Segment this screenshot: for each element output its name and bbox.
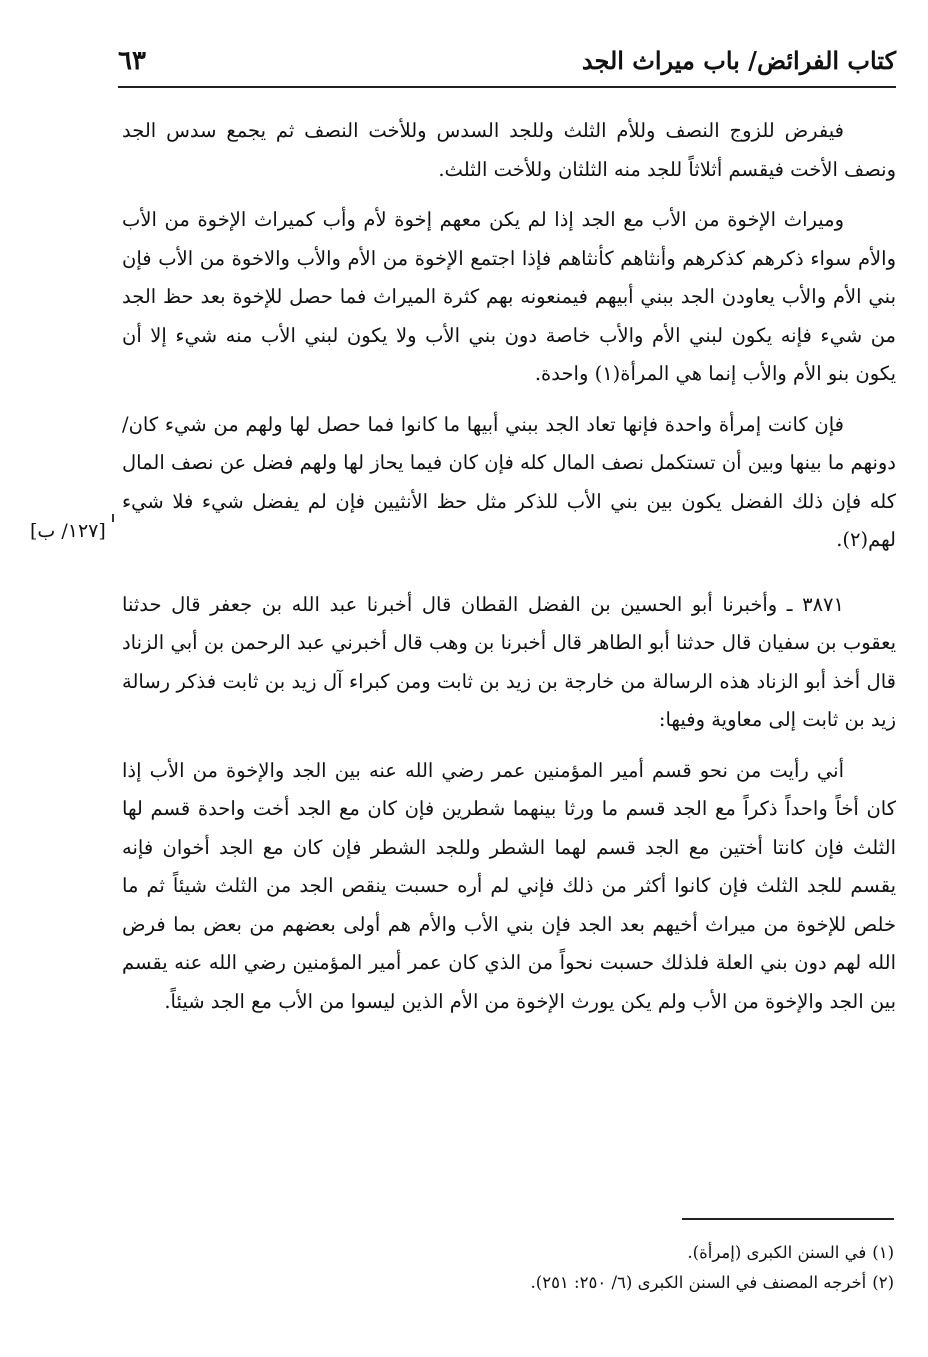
paragraph: فيفرض للزوج النصف وللأم الثلث وللجد السدس وللأخت النصف ثم يجمع سدس الجد ونصف الأخت فيقسم أثلاثاً للجد منه الثلثان وللأخت الثلث. [122,119,896,181]
page-header [118,40,896,88]
paragraph: أني رأيت من نحو قسم أمير المؤمنين عمر رضي الله عنه بين الجد والإخوة من الأب إذا كان أخاً واحداً ذكراً مع الجد قسم ما ورثا بينهما شطرين فإن كان مع الجد أخت واحدة قسم لها الثلث فإن كانتا أختين مع الجد قسم لهما الشطر وللجد الشطر فإن كان مع الجد أخوان فإنه يقسم للجد الثلث فإن كانوا أكثر من ذلك فإني لم أره حسبت ينقص الجد من الثلث شيئاً ثم ما خلص للإخوة من ميراث أخيهم بعد الجد فإن بني الأب والأم هم أولى بعضهم من بعض بما فرض الله لهم دون بني العلة فلذلك حسبت نحواً من الذي كان عمر أمير المؤمنين رضي الله عنه يقسم بين الجد والإخوة من الأب ولم يكن يورث الإخوة من الأم الذين ليسوا من الأب مع الجد شيئاً. [122,758,896,1013]
paragraph: وميراث الإخوة من الأب مع الجد إذا لم يكن معهم إخوة لأم وأب كميراث الإخوة من الأب والأم سواء ذكرهم كذكرهم وأنثاهم كأنثاهم فإذا اجتمع الإخوة من الأم والأب والاخوة من الأب فإن بني الأم والأب يعاودن الجد ببني أبيهم فيمنعونه بهم كثرة الميراث فما حصل للإخوة بعد حظ الجد من شيء فإنه يكون لبني الأم والأب خاصة دون بني الأب ولا يكون لبني الأب منه شيء إلا أن يكون بنو الأم والأب إنما هي المرأة(١) واحدة. [122,208,896,385]
page-number: ٦٣ [118,46,146,76]
hadith-paragraph: ٣٨٧١ ـ وأخبرنا أبو الحسين بن الفضل القطان قال أخبرنا عبد الله بن جعفر قال حدثنا يعقوب بن سفيان قال حدثنا أبو الطاهر قال أخبرنا بن وهب قال أخبرني عبد الرحمن بن أبي الزناد قال أخذ أبو الزناد هذه الرسالة من خارجة بن زيد بن ثابت ومن كبراء آل زيد بن ثابت فذكر رسالة زيد بن ثابت إلى معاوية وفيها: [122,592,896,731]
footnote-number: (١) [872,1243,894,1262]
header-divider [118,86,896,88]
paragraph: فإن كانت إمرأة واحدة فإنها تعاد الجد ببني أبيها ما كانوا فما حصل لها ولهم من شيء كان/ دونهم ما بينها وبين أن تستكمل نصف المال كله فإن كان فيما يحاز لها ولهم فضل عن نصف المال كله فإن ذلك الفضل يكون بين بني الأب للذكر مثل حظ الأنثيين فإن لم يفضل شيء فلا شيء لهم(٢). [122,412,896,551]
footnote-text: في السنن الكبرى (إمرأة). [687,1243,867,1262]
footnote-number: (٢) [872,1273,894,1292]
footnote-item [122,1268,894,1298]
manuscript-folio-note: [١٢٧/ ب] [30,520,106,542]
footnote-divider [682,1218,894,1220]
footnote-text: أخرجه المصنف في السنن الكبرى (٦/ ٢٥٠: ٢٥١). [530,1273,867,1292]
main-text [122,112,896,1033]
footnotes [122,1238,894,1298]
running-title: كتاب الفرائض/ باب ميراث الجد [581,46,896,75]
footnote-item [122,1238,894,1268]
